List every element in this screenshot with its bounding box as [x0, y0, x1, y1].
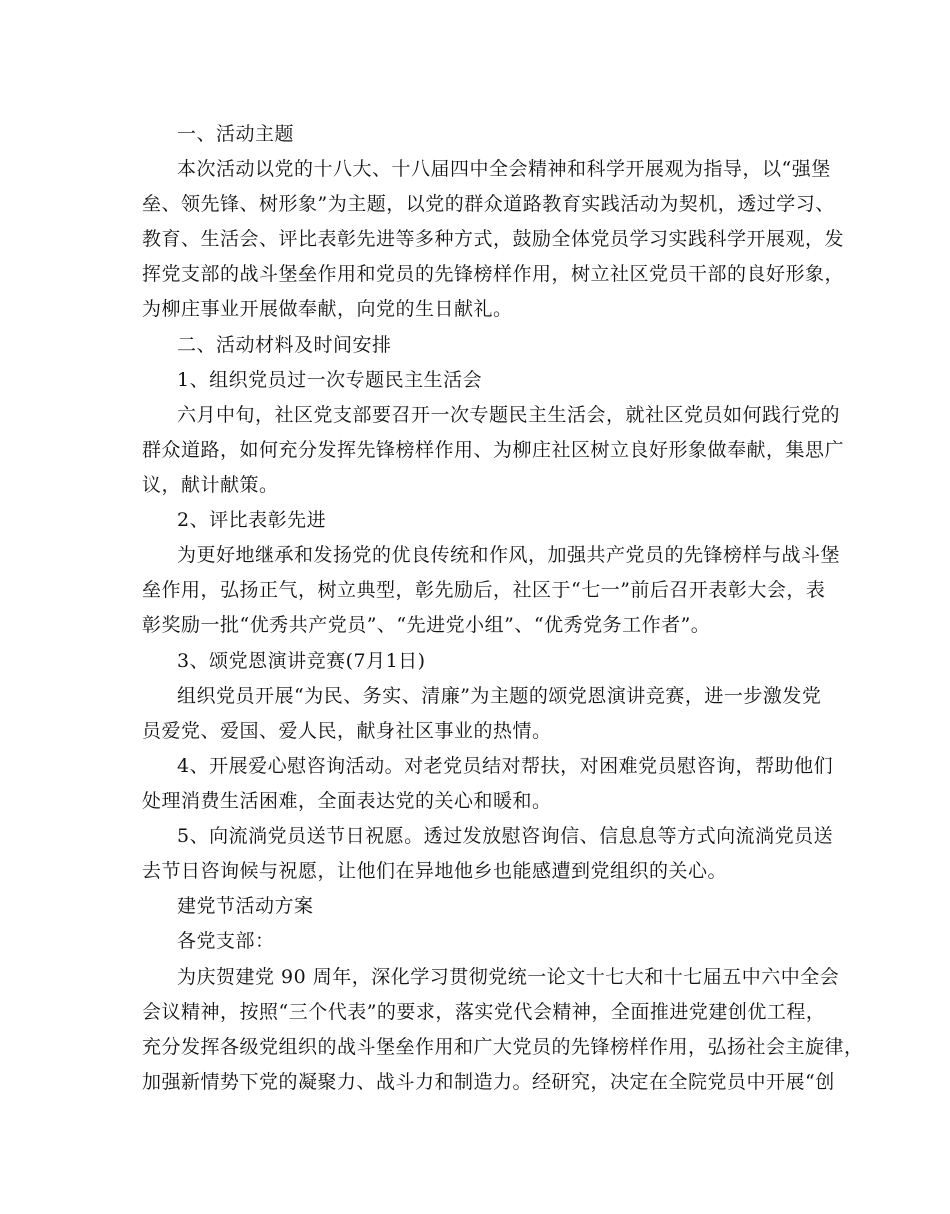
- paragraph-line: 挥党支部的战斗堡垒作用和党员的先锋榜样作用，树立社区党员干部的良好形象，: [142, 263, 845, 285]
- paragraph-line: 为柳庄事业开展做奉献，向党的生日献礼。: [142, 298, 513, 320]
- paragraph-line: 议，献计献策。: [142, 474, 279, 496]
- paragraph-line: 去节日咨询候与祝愿，让他们在异地他乡也能感遭到党组织的关心。: [142, 860, 728, 882]
- item-paragraph-5: 5、向流淌党员送节日祝愿。透过发放慰咨询信、信息息等方式向流淌党员送: [177, 825, 834, 847]
- paragraph-line: 处理消费生活困难，全面表达党的关心和暖和。: [142, 790, 552, 812]
- document-title: 建党节活动方案: [177, 895, 314, 917]
- paragraph-line: 彰奖励一批“优秀共产党员”、“先进党小组”、“优秀党务工作者”。: [142, 614, 711, 636]
- section-heading-theme: 一、活动主题: [177, 123, 295, 145]
- paragraph-line: 垒、领先锋、树形象”为主题，以党的群众道路教育实践活动为契机，透过学习、: [142, 193, 835, 215]
- paragraph-line: 加强新情势下党的凝聚力、战斗力和制造力。经研究，决定在全院党员中开展“创: [142, 1071, 835, 1093]
- item-heading-2: 2、评比表彰先进: [177, 509, 327, 531]
- salutation: 各党支部：: [177, 930, 275, 952]
- paragraph-line: 充分发挥各级党组织的战斗堡垒作用和广大党员的先锋榜样作用，弘扬社会主旋律，: [142, 1036, 864, 1058]
- item-paragraph-4: 4、开展爱心慰咨询活动。对老党员结对帮扶，对困难党员慰咨询，帮助他们: [177, 755, 834, 777]
- paragraph-line: 为庆贺建党 90 周年，深化学习贯彻党统一论文十七大和十七届五中六中全会: [177, 966, 840, 988]
- section-heading-materials: 二、活动材料及时间安排: [177, 334, 392, 356]
- item-heading-1: 1、组织党员过一次专题民主生活会: [177, 369, 483, 391]
- paragraph-line: 本次活动以党的十八大、十八届四中全会精神和科学开展观为指导，以“强堡: [177, 158, 831, 180]
- paragraph-line: 六月中旬，社区党支部要召开一次专题民主生活会，就社区党员如何践行党的: [177, 404, 841, 426]
- paragraph-line: 会议精神，按照“三个代表”的要求，落实党代会精神，全面推进党建创优工程，: [142, 1001, 826, 1023]
- paragraph-line: 为更好地继承和发扬党的优良传统和作风，加强共产党员的先锋榜样与战斗堡: [177, 544, 841, 566]
- item-heading-3: 3、颂党恩演讲竞赛(7月1日): [177, 650, 426, 672]
- paragraph-line: 员爱党、爱国、爱人民，献身社区事业的热情。: [142, 720, 552, 742]
- paragraph-line: 垒作用，弘扬正气，树立典型，彰先励后，社区于“七一”前后召开表彰大会，表: [142, 579, 826, 601]
- paragraph-line: 群众道路，如何充分发挥先锋榜样作用、为柳庄社区树立良好形象做奉献，集思广: [142, 439, 845, 461]
- paragraph-line: 组织党员开展“为民、务实、清廉”为主题的颂党恩演讲竞赛，进一步激发党: [177, 685, 822, 707]
- paragraph-line: 教育、生活会、评比表彰先进等多种方式，鼓励全体党员学习实践科学开展观，发: [142, 228, 845, 250]
